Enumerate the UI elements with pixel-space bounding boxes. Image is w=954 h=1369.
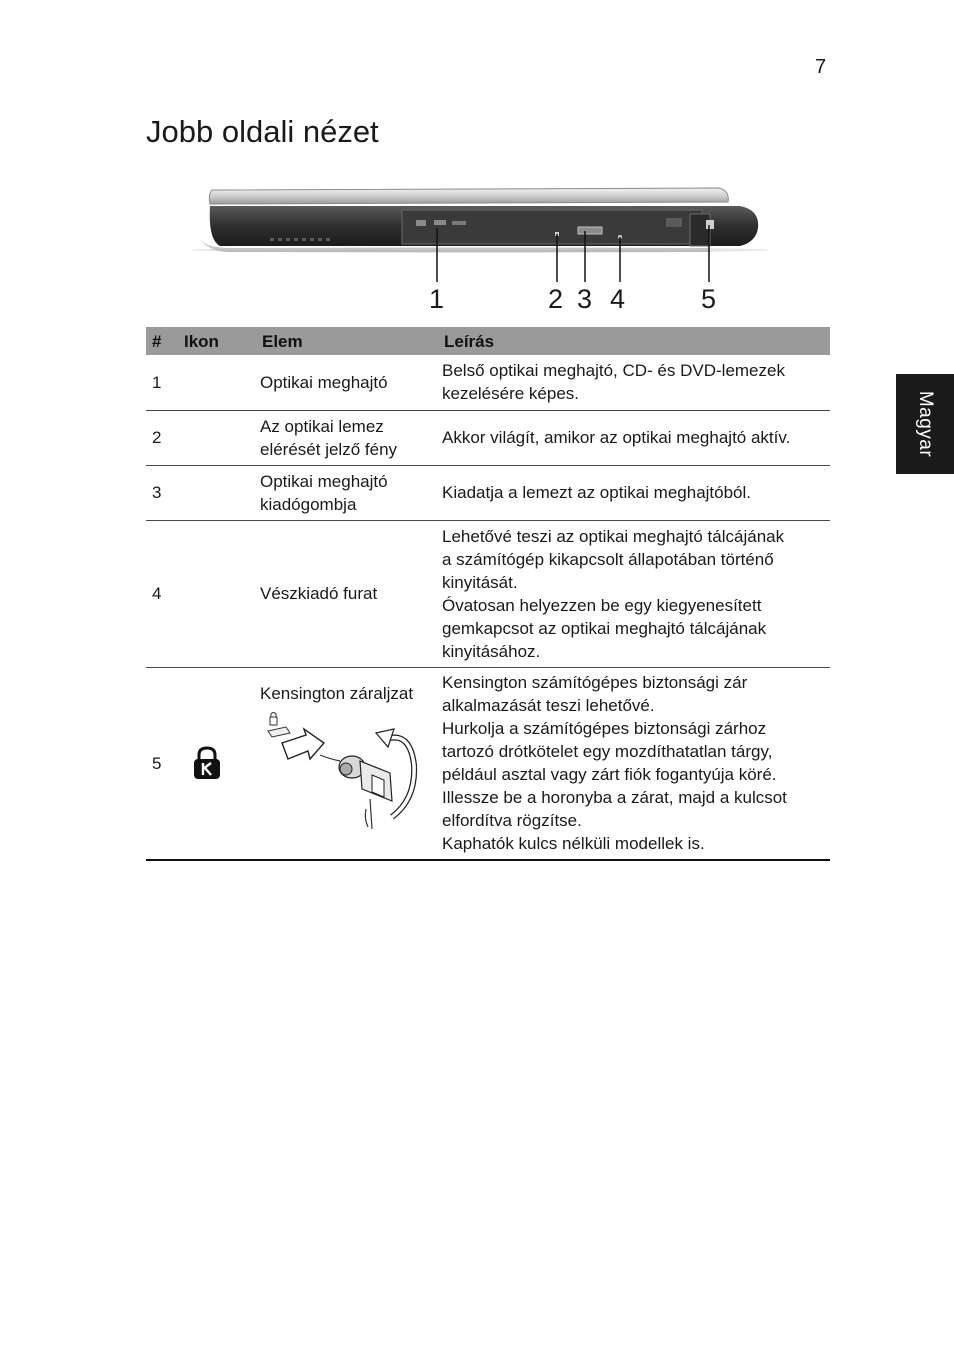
row-element: Vészkiadó furat: [256, 520, 438, 667]
row-description: [438, 667, 830, 860]
elem-line: Optikai meghajtó: [260, 471, 388, 491]
desc-line: kinyitásához.: [442, 641, 541, 661]
row-icon: [178, 520, 256, 667]
table-row: [146, 410, 830, 465]
row-icon: [178, 465, 256, 520]
callout-1: 1: [429, 284, 445, 314]
header-icon: Ikon: [178, 327, 256, 355]
desc-line: Kensington számítógépes biztonsági zár: [442, 673, 748, 693]
elem-line: Az optikai lemez: [260, 416, 384, 436]
row-element: [256, 465, 438, 520]
laptop-right-side-illustration: [190, 180, 770, 325]
elem-line: elérését jelző fény: [260, 439, 398, 459]
language-tab-label: Magyar: [915, 390, 937, 458]
desc-line: Akkor világít, amikor az optikai meghajtó aktív.: [442, 428, 791, 447]
table-row: [146, 667, 830, 860]
row-description: [438, 520, 830, 667]
desc-line: Kiadatja a lemezt az optikai meghajtóból.: [442, 483, 752, 502]
desc-line: például asztal vagy zárt fiók fogantyúja köré.: [442, 765, 777, 785]
page-title: Jobb oldali nézet: [146, 114, 379, 149]
row-description: [438, 465, 830, 520]
row-icon: [178, 355, 256, 410]
desc-line: kezelésére képes.: [442, 384, 580, 404]
kensington-lock-icon: [192, 746, 222, 780]
desc-line: Lehetővé teszi az optikai meghajtó tálcájának: [442, 526, 785, 546]
desc-line: Kaphatók kulcs nélküli modellek is.: [442, 834, 705, 854]
row-element: [256, 667, 438, 860]
header-description: Leírás: [438, 327, 830, 355]
desc-line: Belső optikai meghajtó, CD- és DVD-lemezek: [442, 361, 785, 381]
desc-line: Hurkolja a számítógépes biztonsági zárhoz: [442, 719, 767, 739]
desc-line: kinyitását.: [442, 572, 518, 592]
row-element: Optikai meghajtó: [256, 355, 438, 410]
desc-line: tartozó drótkötelet egy mozdíthatatlan tárgy,: [442, 742, 773, 762]
desc-line: alkalmazását teszi lehetővé.: [442, 696, 655, 716]
desc-line: gemkapcsot az optikai meghajtó tálcájának: [442, 618, 767, 638]
desc-line: Illessze be a horonyba a zárat, majd a kulcsot: [442, 788, 787, 808]
row-description: [438, 355, 830, 410]
desc-line: Óvatosan helyezzen be egy kiegyenesített: [442, 595, 762, 615]
desc-line: a számítógép kikapcsolt állapotában történő: [442, 549, 774, 569]
row-number: 1: [146, 355, 178, 410]
callout-2: 2: [548, 284, 564, 314]
table-header-row: [146, 327, 830, 355]
row-number: 2: [146, 410, 178, 465]
desc-line: elfordítva rögzítse.: [442, 811, 582, 831]
elem-line: kiadógombja: [260, 494, 357, 514]
row-element: [256, 410, 438, 465]
row-icon: [178, 410, 256, 465]
kensington-lock-illustration: [260, 709, 430, 834]
ports-table: [146, 327, 830, 861]
header-number: #: [146, 327, 178, 355]
row-number: 3: [146, 465, 178, 520]
row-number: 4: [146, 520, 178, 667]
callout-3: 3: [577, 284, 593, 314]
language-tab: [896, 374, 954, 474]
callout-5: 5: [701, 284, 717, 314]
page-number: 7: [815, 56, 827, 78]
row-number: 5: [146, 667, 178, 860]
row-description: [438, 410, 830, 465]
row-icon: [178, 667, 256, 860]
table-row: [146, 355, 830, 410]
table-row: [146, 465, 830, 520]
header-element: Elem: [256, 327, 438, 355]
elem-line: Kensington záraljzat: [260, 683, 414, 703]
callout-4: 4: [610, 284, 626, 314]
table-row: [146, 520, 830, 667]
